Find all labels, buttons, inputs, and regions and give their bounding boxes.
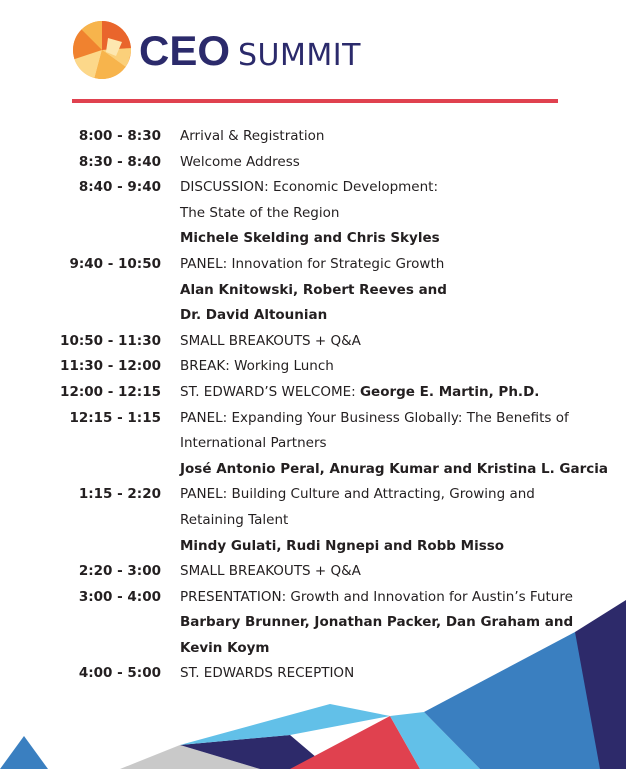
agenda-speakers: Michele Skelding and Chris Skyles (180, 230, 440, 247)
agenda-item (0, 661, 626, 687)
agenda-time: 12:00 - 12:15 (60, 383, 161, 400)
ceo-summit-logo (72, 20, 132, 80)
agenda-time: 12:15 - 1:15 (69, 409, 161, 426)
agenda-item (0, 482, 626, 559)
agenda-title-line (180, 380, 570, 406)
agenda-title-line: PANEL: Innovation for Strategic Growth (180, 255, 445, 272)
agenda-list (0, 124, 626, 687)
brand-title (139, 27, 361, 74)
agenda-description (180, 661, 570, 687)
agenda-description (180, 329, 570, 355)
agenda-time: 2:20 - 3:00 (78, 563, 161, 580)
agenda-item (0, 252, 626, 329)
header-rule (72, 99, 558, 103)
agenda-time: 8:40 - 9:40 (78, 179, 161, 196)
agenda-title-line: Welcome Address (180, 153, 300, 170)
agenda-speakers: Kevin Koym (180, 639, 270, 656)
agenda-time: 1:15 - 2:20 (78, 486, 161, 503)
agenda-item (0, 406, 626, 483)
agenda-description (180, 150, 570, 176)
agenda-title-line: SMALL BREAKOUTS + Q&A (180, 332, 361, 349)
agenda-description (180, 252, 570, 329)
agenda-title-prefix: ST. EDWARD’S WELCOME: (180, 383, 360, 400)
shape-navy-left (180, 735, 330, 769)
agenda-description (180, 482, 570, 559)
agenda-description (180, 354, 570, 380)
agenda-speakers: Dr. David Altounian (180, 307, 328, 324)
agenda-title-line: SMALL BREAKOUTS + Q&A (180, 563, 361, 580)
agenda-item (0, 380, 626, 406)
agenda-item (0, 559, 626, 585)
agenda-speakers: Alan Knitowski, Robert Reeves and (180, 281, 447, 298)
agenda-time: 8:00 - 8:30 (78, 128, 161, 144)
agenda-speakers: Mindy Gulati, Rudi Ngnepi and Robb Misso (180, 537, 505, 554)
agenda-title-line: BREAK: Working Lunch (180, 358, 334, 375)
agenda-title-line: ST. EDWARDS RECEPTION (180, 665, 355, 682)
agenda-time: 8:30 - 8:40 (78, 153, 161, 170)
agenda-item (0, 124, 626, 150)
agenda-time: 4:00 - 5:00 (78, 665, 161, 682)
agenda-title-line: PRESENTATION: Growth and Innovation for Austin’s Future (180, 588, 573, 605)
agenda-description (180, 406, 609, 483)
agenda-speakers: José Antonio Peral, Anurag Kumar and Kristina L. Garcia (180, 460, 609, 477)
agenda-title-line: DISCUSSION: Economic Development: (180, 179, 439, 196)
agenda-time: 3:00 - 4:00 (78, 588, 161, 605)
agenda-description (180, 585, 574, 662)
brand-summit: SUMMIT (238, 38, 361, 73)
agenda-time: 11:30 - 12:00 (60, 358, 161, 375)
agenda-description (180, 124, 570, 150)
agenda-item (0, 585, 626, 662)
agenda-title-line: PANEL: Expanding Your Business Globally: The Benefits of (180, 409, 569, 426)
agenda-time: 10:50 - 11:30 (60, 332, 161, 349)
agenda-speakers: Barbary Brunner, Jonathan Packer, Dan Graham and (180, 614, 574, 631)
shape-gray (120, 745, 260, 769)
agenda-description (180, 175, 570, 252)
shape-lightblue-left (180, 704, 390, 745)
agenda-description (180, 380, 570, 406)
agenda-title-line: International Partners (180, 435, 327, 452)
agenda-speaker: George E. Martin, Ph.D. (359, 383, 540, 400)
agenda-time: 9:40 - 10:50 (69, 255, 161, 272)
shape-blue-corner (0, 736, 48, 769)
agenda-title-line: The State of the Region (180, 204, 340, 221)
agenda-title-line: Retaining Talent (180, 511, 289, 528)
agenda-item (0, 175, 626, 252)
agenda-item (0, 354, 626, 380)
agenda-title-line: PANEL: Building Culture and Attracting, Growing and (180, 486, 535, 503)
brand-ceo: CEO (139, 27, 231, 74)
agenda-description (180, 559, 570, 585)
shape-red (290, 716, 420, 769)
agenda-title-line: Arrival & Registration (180, 128, 325, 144)
agenda-item (0, 329, 626, 355)
agenda-item (0, 150, 626, 176)
shape-lightblue-right (390, 712, 480, 769)
